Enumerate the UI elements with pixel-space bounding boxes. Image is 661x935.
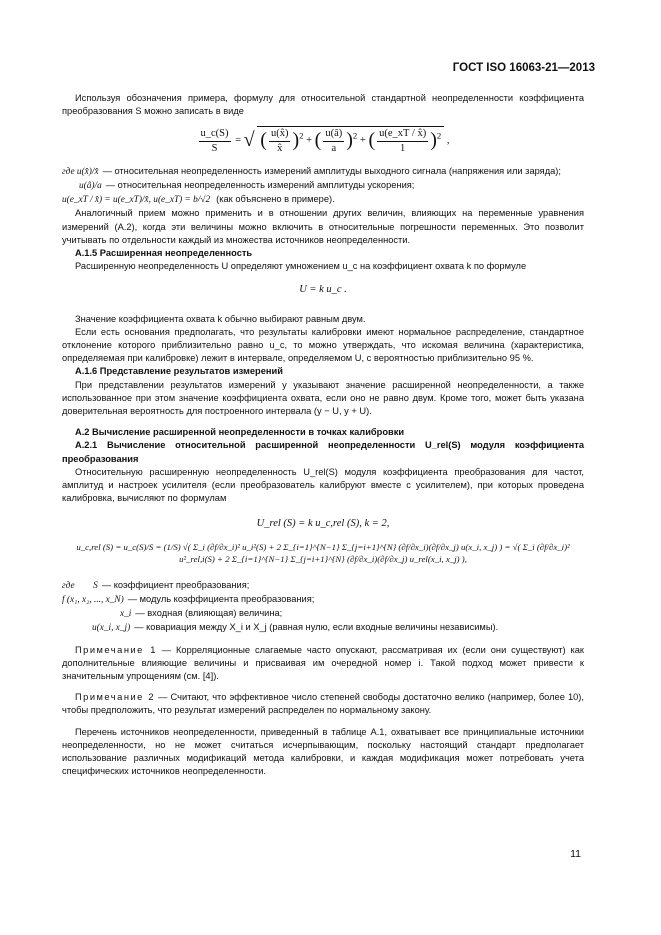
formula-relative-uncertainty: $\frac{u\_c(S)}{S}$ = √ ( $\frac{u(x̂)}{x̂}$ )$^2$ + ( $\frac{u(â)}{a}$ )$^2$ + ( $\frac{u(e\_xT / x̂)}{1}$ )$^2$ , (200, 128, 450, 154)
note-2: Примечание 2 — Считают, что эффективное число степеней свободы достаточно велико (например, более 10), чтобы предположить, что результат измерений распределен по нормальному закону. (62, 692, 584, 716)
definition-row: u(â)/a — относительная неопределенность измерений амплитуды ускорения; (79, 180, 415, 192)
section-a15-text: Расширенную неопределенность U определяют умножением u_c на коэффициент охвата k по формуле (75, 261, 527, 272)
standard-header: ГОСТ ISO 16063-21—2013 (452, 62, 595, 74)
definition-row: f (x₁, x₂, ..., x_N) — модуль коэффициента преобразования; (62, 593, 315, 605)
page-number: 11 (570, 848, 581, 860)
definition-row: где u(x̂)/x̂ — относительная неопределенность измерений амплитуды выходного сигнала (напряжения или заряда); (62, 165, 561, 177)
definition-row: u(x_i, x_j) — ковариация между X_i и X_j (равная нулю, если входные величины независимы). (92, 622, 499, 634)
final-paragraph: Перечень источников неопределенности, приведенный в таблице А.1, охватывает все принципиальные источники неопределенности, но не может считаться исчерпывающим, поскольку настоящий стандарт предполагает использование различных модификаций метода калибровки, и каждая модификация может потребовать учета специфических источников неопределенности. (62, 726, 584, 777)
section-subtitle-a21: А.2.1 Вычисление относительной расширенной неопределенности U_rel(S) модуля коэффициента преобразования (62, 440, 584, 464)
formula-urel: U_rel (S) = k u_c,rel (S), k = 2, (256, 518, 390, 530)
definitions-list-1 (62, 165, 584, 208)
section-a15-p1: Значение коэффициента охвата k обычно выбирают равным двум. (75, 313, 366, 324)
intro-paragraph: Используя обозначения примера, формулу для относительной стандартной неопределенности коэффициента преобразования S можно записать в виде (62, 93, 584, 117)
definitions-list-2 (62, 579, 584, 636)
formula-radicand: ( $\frac{u(x̂)}{x̂}$ )$^2$ + ( $\frac{u(â)}{a}$ )$^2$ + ( $\frac{u(e\_xT / x̂)}{1}$ )$^2$ (257, 126, 444, 154)
formula-expanded-uncertainty: U = k u_c . (299, 284, 347, 296)
section-a2-text: Относительную расширенную неопределенность U_rel(S) модуля коэффициента преобразования для частот, амплитуд и настроек усилителя (если преобразователь калибруют вместе с усилителем), при которых проведена калибровка, вычисляют по формулам (62, 466, 584, 504)
section-a15-p2: Если есть основания предполагать, что результаты калибровки имеют нормальное распределение, стандартное отклонение которого приблизительно равно u_c, то можно утверждать, что искомая величина (характеристика, определяемая при калибровке) лежит в интервале, определяемом U, с вероятностью приблизительно 95 %. (62, 326, 584, 364)
note-1: Примечание 1 — Корреляционные слагаемые часто опускают, рассматривая их (если они существуют) как дополнительные влияющие величины и присваивая им очередной номер i. Такой подход может привести к значительным упрощениям (см. [4]). (62, 644, 584, 681)
paragraph-analog: Аналогичный прием можно применить и в отношении других величин, влияющих на переменные уравнения измерений (А.2), когда эти величины можно включить в относительные погрешности переменных. Это позволит учитывать по отдельности каждый из множества источников неопределенности. (62, 208, 584, 245)
section-title-a16: А.1.6 Представление результатов измерений (75, 366, 283, 377)
page-content (62, 92, 584, 778)
section-a16-text: При представлении результатов измерений y указывают значение расширенной неопределенности, а также использованное при этом значение коэффициента охвата, если оно не равно двум. Кроме того, может быть указана доверительная вероятность для построенного интервала (y − U, y + U). (62, 379, 584, 417)
definition-row: где S — коэффициент преобразования; (62, 579, 250, 591)
definition-row: x_i — входная (влияющая) величина; (120, 608, 283, 620)
section-title-a2: А.2 Вычисление расширенной неопределенности в точках калибровки (75, 427, 405, 438)
section-title-a15: А.1.5 Расширенная неопределенность (75, 248, 253, 259)
definition-row: u(e_xT / x̂) = u(e_xT)/x̂, u(e_xT) = b/√2 (как объяснено в примере). (62, 194, 335, 206)
formula-uc-rel: u_c,rel (S) = u_c(S)/S = (1/S) √( Σ_i (∂f/∂x_i)² u_i²(S) + 2 Σ_{i=1}^{N−1} Σ_{j=i+1}^{N} (∂f/∂x_i)(∂f/∂x_j) u(x_i, x_j) ) = √( Σ_i (∂f/∂x_i)² u²_rel,i(S) + 2 Σ_{i=1}^{N−1} Σ_{j=i+1}^{N} (∂f/∂x_i)(∂f/∂x_j) u_rel(x_i, x_j) ), (76, 541, 570, 564)
